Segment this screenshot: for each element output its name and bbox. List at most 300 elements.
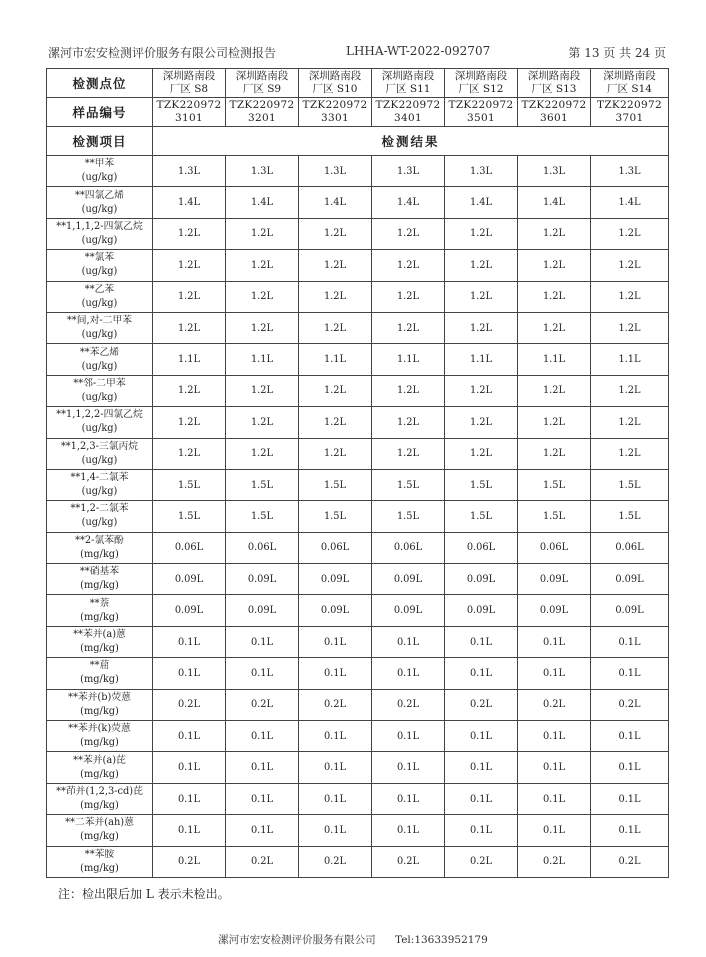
sample-line1: TZK220972 [448, 99, 514, 111]
site-row [47, 69, 669, 98]
sample-line1: TZK220972 [597, 99, 662, 111]
item-line2: (mg/kg) [80, 831, 119, 843]
value-cell: 1.3L [372, 156, 445, 187]
value-cell: 1.2L [153, 407, 226, 438]
item-line1: **邻-二甲苯 [73, 377, 126, 389]
value-cell: 1.2L [299, 218, 372, 249]
value-cell: 1.2L [226, 438, 299, 469]
item-cell [47, 721, 153, 752]
value-cell: 0.06L [445, 532, 518, 563]
value-cell: 0.06L [591, 532, 669, 563]
value-cell: 0.1L [372, 752, 445, 783]
item-cell [47, 156, 153, 187]
value-cell: 0.09L [299, 595, 372, 626]
item-line1: **1,1,2,2-四氯乙烷 [56, 409, 143, 421]
sample-cell [153, 98, 226, 127]
item-cell [47, 658, 153, 689]
value-cell: 1.2L [153, 312, 226, 343]
value-cell: 1.5L [591, 501, 669, 532]
value-cell: 1.5L [153, 501, 226, 532]
value-cell: 1.3L [445, 156, 518, 187]
sample-line2: 3101 [175, 112, 203, 124]
value-cell: 1.2L [226, 281, 299, 312]
table-row [47, 156, 669, 187]
value-cell: 0.1L [518, 783, 591, 814]
sample-line1: TZK220972 [375, 99, 441, 111]
site-cell [591, 69, 669, 98]
item-line2: (mg/kg) [80, 643, 119, 655]
item-line2: (ug/kg) [81, 454, 118, 466]
item-cell [47, 815, 153, 846]
value-cell: 1.2L [299, 281, 372, 312]
value-cell: 0.1L [226, 752, 299, 783]
value-cell: 1.2L [372, 407, 445, 438]
value-cell: 1.2L [445, 312, 518, 343]
table-row [47, 658, 669, 689]
item-cell [47, 846, 153, 877]
sample-cell [372, 98, 445, 127]
value-cell: 1.2L [518, 250, 591, 281]
item-line2: (mg/kg) [80, 737, 119, 749]
item-line2: (mg/kg) [80, 674, 119, 686]
site-line2: 厂区 S12 [458, 83, 504, 95]
value-cell: 1.5L [591, 469, 669, 500]
item-cell [47, 187, 153, 218]
value-cell: 1.4L [299, 187, 372, 218]
value-cell: 0.2L [518, 846, 591, 877]
site-cell [445, 69, 518, 98]
table-row [47, 783, 669, 814]
header-page-number: 第 13 页 共 24 页 [568, 46, 666, 60]
item-line1: **茚并(1,2,3-cd)芘 [56, 786, 143, 797]
sample-line2: 3301 [321, 112, 349, 124]
table-row [47, 846, 669, 877]
item-line2: (mg/kg) [80, 548, 119, 560]
item-line1: **甲苯 [84, 158, 115, 170]
item-cell [47, 438, 153, 469]
value-cell: 1.2L [591, 218, 669, 249]
value-cell: 0.2L [299, 689, 372, 720]
value-cell: 1.2L [372, 250, 445, 281]
value-cell: 0.1L [372, 815, 445, 846]
table-row [47, 281, 669, 312]
value-cell: 0.09L [226, 564, 299, 595]
value-cell: 0.1L [372, 783, 445, 814]
value-cell: 1.5L [445, 469, 518, 500]
item-cell [47, 626, 153, 657]
value-cell: 0.1L [518, 721, 591, 752]
value-cell: 0.1L [226, 626, 299, 657]
value-cell: 0.1L [591, 626, 669, 657]
value-cell: 1.5L [226, 469, 299, 500]
table-row [47, 218, 669, 249]
table-row [47, 469, 669, 500]
item-line2: (mg/kg) [80, 800, 119, 811]
value-cell: 1.4L [518, 187, 591, 218]
value-cell: 1.5L [299, 501, 372, 532]
value-cell: 0.06L [518, 532, 591, 563]
item-line1: **2-氯苯酚 [75, 534, 124, 546]
value-cell: 0.2L [372, 846, 445, 877]
value-cell: 1.4L [591, 187, 669, 218]
value-cell: 1.2L [226, 250, 299, 281]
value-cell: 1.1L [372, 344, 445, 375]
item-line2: (mg/kg) [80, 705, 119, 717]
value-cell: 1.2L [518, 281, 591, 312]
item-line1: **硝基苯 [79, 566, 120, 578]
value-cell: 0.1L [299, 721, 372, 752]
item-cell [47, 375, 153, 406]
value-cell: 0.2L [591, 689, 669, 720]
value-cell: 0.06L [299, 532, 372, 563]
results-table [46, 68, 669, 878]
value-cell: 0.1L [299, 658, 372, 689]
results-label: 检测结果 [153, 127, 669, 156]
value-cell: 0.2L [226, 689, 299, 720]
item-line2: (mg/kg) [80, 862, 119, 874]
value-cell: 0.09L [445, 595, 518, 626]
value-cell: 0.1L [445, 783, 518, 814]
item-header-row [47, 127, 669, 156]
value-cell: 0.1L [518, 815, 591, 846]
site-cell [153, 69, 226, 98]
value-cell: 1.2L [445, 375, 518, 406]
item-line2: (ug/kg) [81, 360, 118, 372]
item-line2: (ug/kg) [81, 486, 118, 498]
sample-line1: TZK220972 [302, 99, 368, 111]
item-line2: (ug/kg) [81, 517, 118, 529]
sample-line2: 3701 [615, 112, 644, 124]
item-line2: (ug/kg) [81, 391, 118, 403]
item-line1: **间,对-二甲苯 [66, 315, 133, 327]
site-line1: 深圳路南段 [235, 70, 289, 82]
sample-line2: 3401 [394, 112, 422, 124]
item-cell [47, 532, 153, 563]
sample-cell [591, 98, 669, 127]
value-cell: 0.09L [299, 564, 372, 595]
value-cell: 0.1L [518, 658, 591, 689]
sample-line2: 3601 [540, 112, 568, 124]
value-cell: 1.4L [153, 187, 226, 218]
site-label: 检测点位 [47, 69, 153, 98]
header-company: 漯河市宏安检测评价服务有限公司检测报告 [48, 46, 277, 60]
value-cell: 0.2L [226, 846, 299, 877]
value-cell: 0.09L [591, 564, 669, 595]
value-cell: 1.4L [445, 187, 518, 218]
value-cell: 1.2L [445, 250, 518, 281]
value-cell: 1.2L [372, 438, 445, 469]
value-cell: 0.1L [153, 752, 226, 783]
value-cell: 0.09L [445, 564, 518, 595]
value-cell: 1.2L [226, 312, 299, 343]
sample-label: 样品编号 [47, 98, 153, 127]
table-row [47, 501, 669, 532]
table-row [47, 375, 669, 406]
value-cell: 0.09L [153, 595, 226, 626]
item-cell [47, 689, 153, 720]
value-cell: 1.3L [591, 156, 669, 187]
item-cell [47, 344, 153, 375]
table-row [47, 595, 669, 626]
value-cell: 0.1L [518, 752, 591, 783]
item-line2: (ug/kg) [81, 234, 118, 246]
value-cell: 1.2L [518, 407, 591, 438]
item-line1: **苯并(k)荧蒽 [68, 723, 131, 735]
value-cell: 0.1L [299, 815, 372, 846]
value-cell: 0.1L [226, 815, 299, 846]
item-line1: **苯并(b)荧蒽 [68, 691, 131, 703]
site-line2: 厂区 S13 [531, 83, 577, 95]
value-cell: 0.1L [591, 815, 669, 846]
value-cell: 1.2L [445, 438, 518, 469]
item-line2: (ug/kg) [81, 297, 118, 309]
value-cell: 1.2L [153, 218, 226, 249]
sample-cell [445, 98, 518, 127]
item-line1: **苯胺 [84, 848, 115, 860]
site-line2: 厂区 S10 [312, 83, 358, 95]
page-footer [0, 932, 706, 947]
value-cell: 0.09L [226, 595, 299, 626]
table-row [47, 312, 669, 343]
table-row [47, 250, 669, 281]
item-cell [47, 564, 153, 595]
value-cell: 0.2L [518, 689, 591, 720]
sample-line1: TZK220972 [229, 99, 295, 111]
value-cell: 1.2L [591, 312, 669, 343]
value-cell: 1.2L [591, 438, 669, 469]
value-cell: 1.2L [591, 375, 669, 406]
value-cell: 1.3L [226, 156, 299, 187]
value-cell: 0.2L [372, 689, 445, 720]
item-line1: **二苯并(ah)蒽 [65, 817, 134, 829]
site-line1: 深圳路南段 [454, 70, 508, 82]
value-cell: 1.3L [518, 156, 591, 187]
site-cell [518, 69, 591, 98]
value-cell: 1.4L [372, 187, 445, 218]
item-line1: **乙苯 [84, 283, 115, 295]
item-line2: (mg/kg) [80, 611, 119, 623]
value-cell: 0.1L [445, 752, 518, 783]
value-cell: 1.2L [372, 375, 445, 406]
item-line2: (ug/kg) [81, 423, 118, 435]
item-line1: **1,2,3-三氯丙烷 [60, 440, 139, 452]
value-cell: 1.2L [445, 281, 518, 312]
value-cell: 0.09L [372, 595, 445, 626]
value-cell: 1.1L [591, 344, 669, 375]
value-cell: 1.5L [518, 501, 591, 532]
value-cell: 0.1L [226, 783, 299, 814]
value-cell: 0.1L [445, 658, 518, 689]
value-cell: 0.09L [591, 595, 669, 626]
value-cell: 0.2L [153, 689, 226, 720]
header-report-number: LHHA-WT-2022-092707 [346, 44, 491, 58]
table-row [47, 407, 669, 438]
value-cell: 1.2L [372, 312, 445, 343]
item-line1: **苯并(a)蒽 [73, 629, 126, 641]
value-cell: 1.2L [591, 250, 669, 281]
item-cell [47, 783, 153, 814]
site-line2: 厂区 S11 [385, 83, 431, 95]
table-row [47, 532, 669, 563]
item-cell [47, 218, 153, 249]
table-row [47, 815, 669, 846]
value-cell: 1.2L [153, 281, 226, 312]
value-cell: 1.3L [153, 156, 226, 187]
value-cell: 0.06L [226, 532, 299, 563]
item-line2: (mg/kg) [80, 768, 119, 780]
sample-row [47, 98, 669, 127]
table-row [47, 721, 669, 752]
item-cell [47, 281, 153, 312]
item-line2: (ug/kg) [81, 203, 118, 215]
value-cell: 1.5L [518, 469, 591, 500]
site-line1: 深圳路南段 [603, 70, 656, 82]
item-line1: **1,4-二氯苯 [70, 472, 129, 484]
item-line2: (ug/kg) [81, 266, 118, 278]
value-cell: 1.2L [153, 375, 226, 406]
value-cell: 1.2L [445, 407, 518, 438]
value-cell: 0.1L [591, 783, 669, 814]
site-line1: 深圳路南段 [162, 70, 216, 82]
value-cell: 1.2L [226, 375, 299, 406]
value-cell: 0.1L [445, 626, 518, 657]
sample-line1: TZK220972 [521, 99, 587, 111]
value-cell: 0.1L [299, 752, 372, 783]
footer-tel: Tel:13633952179 [395, 934, 488, 946]
value-cell: 0.09L [518, 595, 591, 626]
value-cell: 1.2L [591, 407, 669, 438]
value-cell: 1.1L [445, 344, 518, 375]
table-row [47, 689, 669, 720]
sample-cell [226, 98, 299, 127]
value-cell: 1.2L [518, 438, 591, 469]
site-line2: 厂区 S8 [169, 83, 209, 95]
value-cell: 1.2L [372, 218, 445, 249]
value-cell: 1.5L [226, 501, 299, 532]
value-cell: 0.1L [591, 721, 669, 752]
item-line1: **四氯乙烯 [75, 189, 124, 201]
value-cell: 0.1L [153, 721, 226, 752]
value-cell: 1.5L [445, 501, 518, 532]
site-cell [226, 69, 299, 98]
value-cell: 1.1L [153, 344, 226, 375]
table-row [47, 438, 669, 469]
value-cell: 0.1L [226, 658, 299, 689]
table-row [47, 344, 669, 375]
item-line1: **氯苯 [84, 252, 115, 264]
item-label: 检测项目 [47, 127, 153, 156]
value-cell: 1.2L [518, 312, 591, 343]
value-cell: 1.2L [226, 218, 299, 249]
sample-line1: TZK220972 [156, 99, 222, 111]
footer-company: 漯河市宏安检测评价服务有限公司 [218, 934, 376, 946]
value-cell: 1.2L [299, 438, 372, 469]
value-cell: 1.1L [226, 344, 299, 375]
value-cell: 0.1L [226, 721, 299, 752]
table-row [47, 187, 669, 218]
item-cell [47, 312, 153, 343]
value-cell: 0.1L [153, 815, 226, 846]
value-cell: 1.2L [299, 375, 372, 406]
value-cell: 1.5L [372, 469, 445, 500]
value-cell: 0.06L [372, 532, 445, 563]
item-line1: **1,1,1,2-四氯乙烷 [56, 220, 143, 232]
value-cell: 0.1L [591, 658, 669, 689]
table-row [47, 626, 669, 657]
sample-cell [518, 98, 591, 127]
site-line1: 深圳路南段 [381, 70, 435, 82]
value-cell: 0.1L [591, 752, 669, 783]
item-line1: **苯乙烯 [79, 346, 120, 358]
value-cell: 1.2L [153, 250, 226, 281]
value-cell: 1.1L [299, 344, 372, 375]
value-cell: 0.1L [299, 783, 372, 814]
value-cell: 0.1L [445, 721, 518, 752]
value-cell: 1.2L [153, 438, 226, 469]
footnote: 注：检出限后加 L 表示未检出。 [58, 887, 230, 901]
value-cell: 1.5L [372, 501, 445, 532]
value-cell: 0.2L [299, 846, 372, 877]
value-cell: 0.1L [299, 626, 372, 657]
sample-line2: 3201 [248, 112, 276, 124]
site-cell [372, 69, 445, 98]
value-cell: 1.2L [299, 407, 372, 438]
value-cell: 1.2L [591, 281, 669, 312]
site-line1: 深圳路南段 [308, 70, 362, 82]
value-cell: 1.2L [372, 281, 445, 312]
value-cell: 0.1L [445, 815, 518, 846]
value-cell: 1.2L [299, 250, 372, 281]
item-line1: **䓛 [89, 660, 110, 672]
value-cell: 1.3L [299, 156, 372, 187]
item-line1: **苯并(a)芘 [73, 754, 126, 766]
value-cell: 0.09L [372, 564, 445, 595]
value-cell: 0.06L [153, 532, 226, 563]
value-cell: 0.09L [153, 564, 226, 595]
value-cell: 1.5L [153, 469, 226, 500]
item-cell [47, 469, 153, 500]
value-cell: 0.1L [372, 721, 445, 752]
site-cell [299, 69, 372, 98]
value-cell: 0.1L [372, 658, 445, 689]
site-line1: 深圳路南段 [527, 70, 581, 82]
value-cell: 1.5L [299, 469, 372, 500]
value-cell: 0.1L [518, 626, 591, 657]
value-cell: 1.2L [518, 218, 591, 249]
item-cell [47, 407, 153, 438]
value-cell: 1.2L [518, 375, 591, 406]
value-cell: 0.1L [153, 783, 226, 814]
value-cell: 1.2L [299, 312, 372, 343]
item-cell [47, 752, 153, 783]
item-line2: (ug/kg) [81, 172, 118, 184]
item-line2: (ug/kg) [81, 329, 118, 341]
table-row [47, 752, 669, 783]
item-cell [47, 595, 153, 626]
page-header [48, 44, 666, 64]
item-cell [47, 501, 153, 532]
sample-line2: 3501 [467, 112, 495, 124]
value-cell: 0.09L [518, 564, 591, 595]
table-row [47, 564, 669, 595]
site-line2: 厂区 S9 [242, 83, 282, 95]
value-cell: 0.2L [591, 846, 669, 877]
value-cell: 1.1L [518, 344, 591, 375]
value-cell: 1.2L [445, 218, 518, 249]
sample-cell [299, 98, 372, 127]
item-line2: (mg/kg) [80, 580, 119, 592]
value-cell: 0.2L [445, 846, 518, 877]
